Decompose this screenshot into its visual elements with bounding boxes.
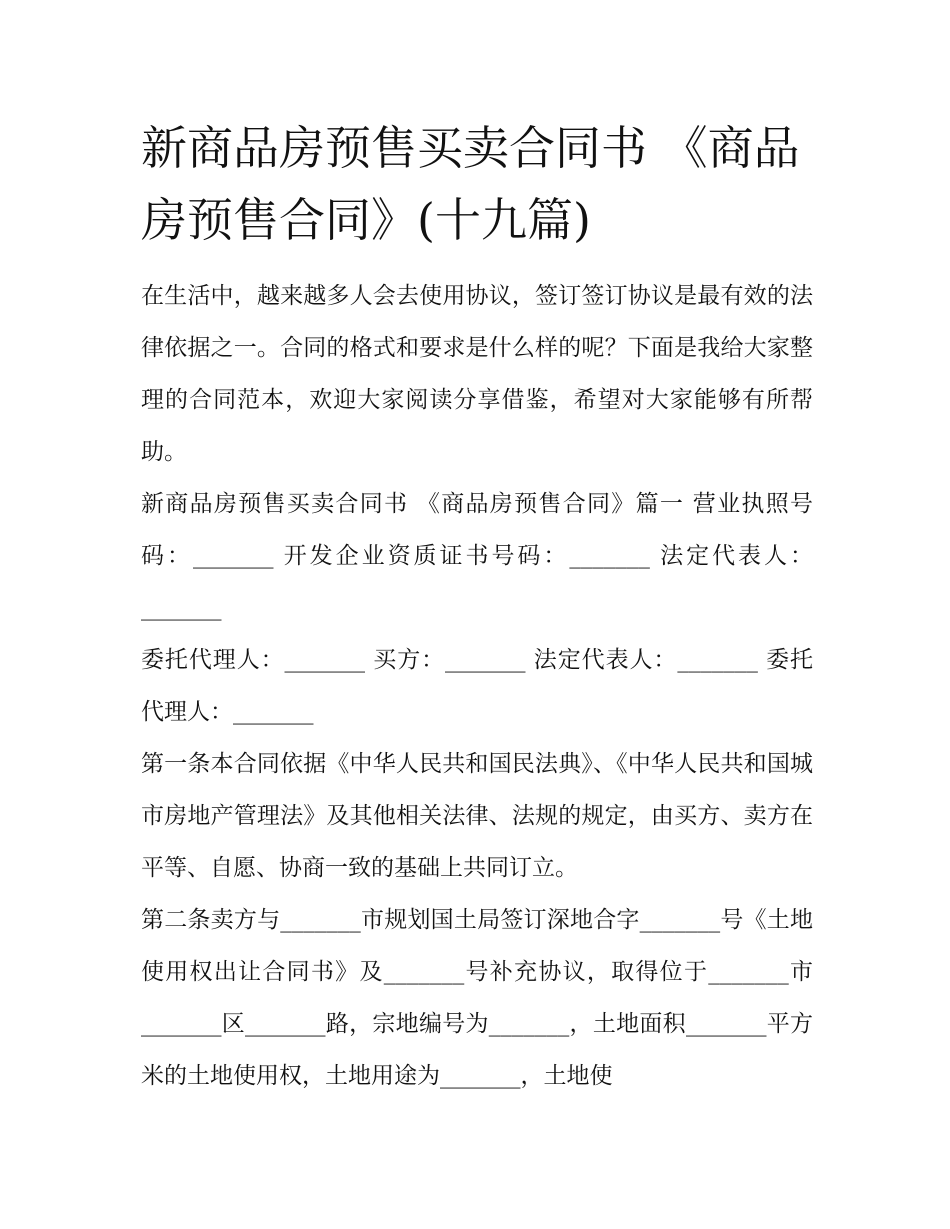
document-title: 新商品房预售买卖合同书 《商品房预售合同》(十九篇) <box>141 121 800 247</box>
intro-paragraph: 在生活中，越来越多人会去使用协议，签订签订协议是最有效的法律依据之一。合同的格式和要求是什么样的呢？下面是我给大家整理的合同范本，欢迎大家阅读分享借鉴，希望对大家能够有所帮助。 <box>141 283 813 465</box>
parties-paragraph: 委托代理人：_______ 买方：_______ 法定代表人：_______ 委托代理人：_______ <box>141 647 813 725</box>
article-two-paragraph: 第二条卖方与_______市规划国土局签订深地合字_______号《土地使用权出让合同书》及_______号补充协议，取得位于_______市_______区_______路，宗地编号为_______，土地面积_______平方米的土地使用权，土地用途为_______，土地使 <box>141 907 813 1089</box>
contract-header-paragraph: 新商品房预售买卖合同书 《商品房预售合同》篇一 营业执照号码：_______ 开发企业资质证书号码：_______ 法定代表人：_______ <box>141 491 813 621</box>
document-page <box>141 112 813 1102</box>
article-one-paragraph: 第一条本合同依据《中华人民共和国民法典》、《中华人民共和国城市房地产管理法》及其他相关法律、法规的规定，由买方、卖方在平等、自愿、协商一致的基础上共同订立。 <box>141 751 813 881</box>
